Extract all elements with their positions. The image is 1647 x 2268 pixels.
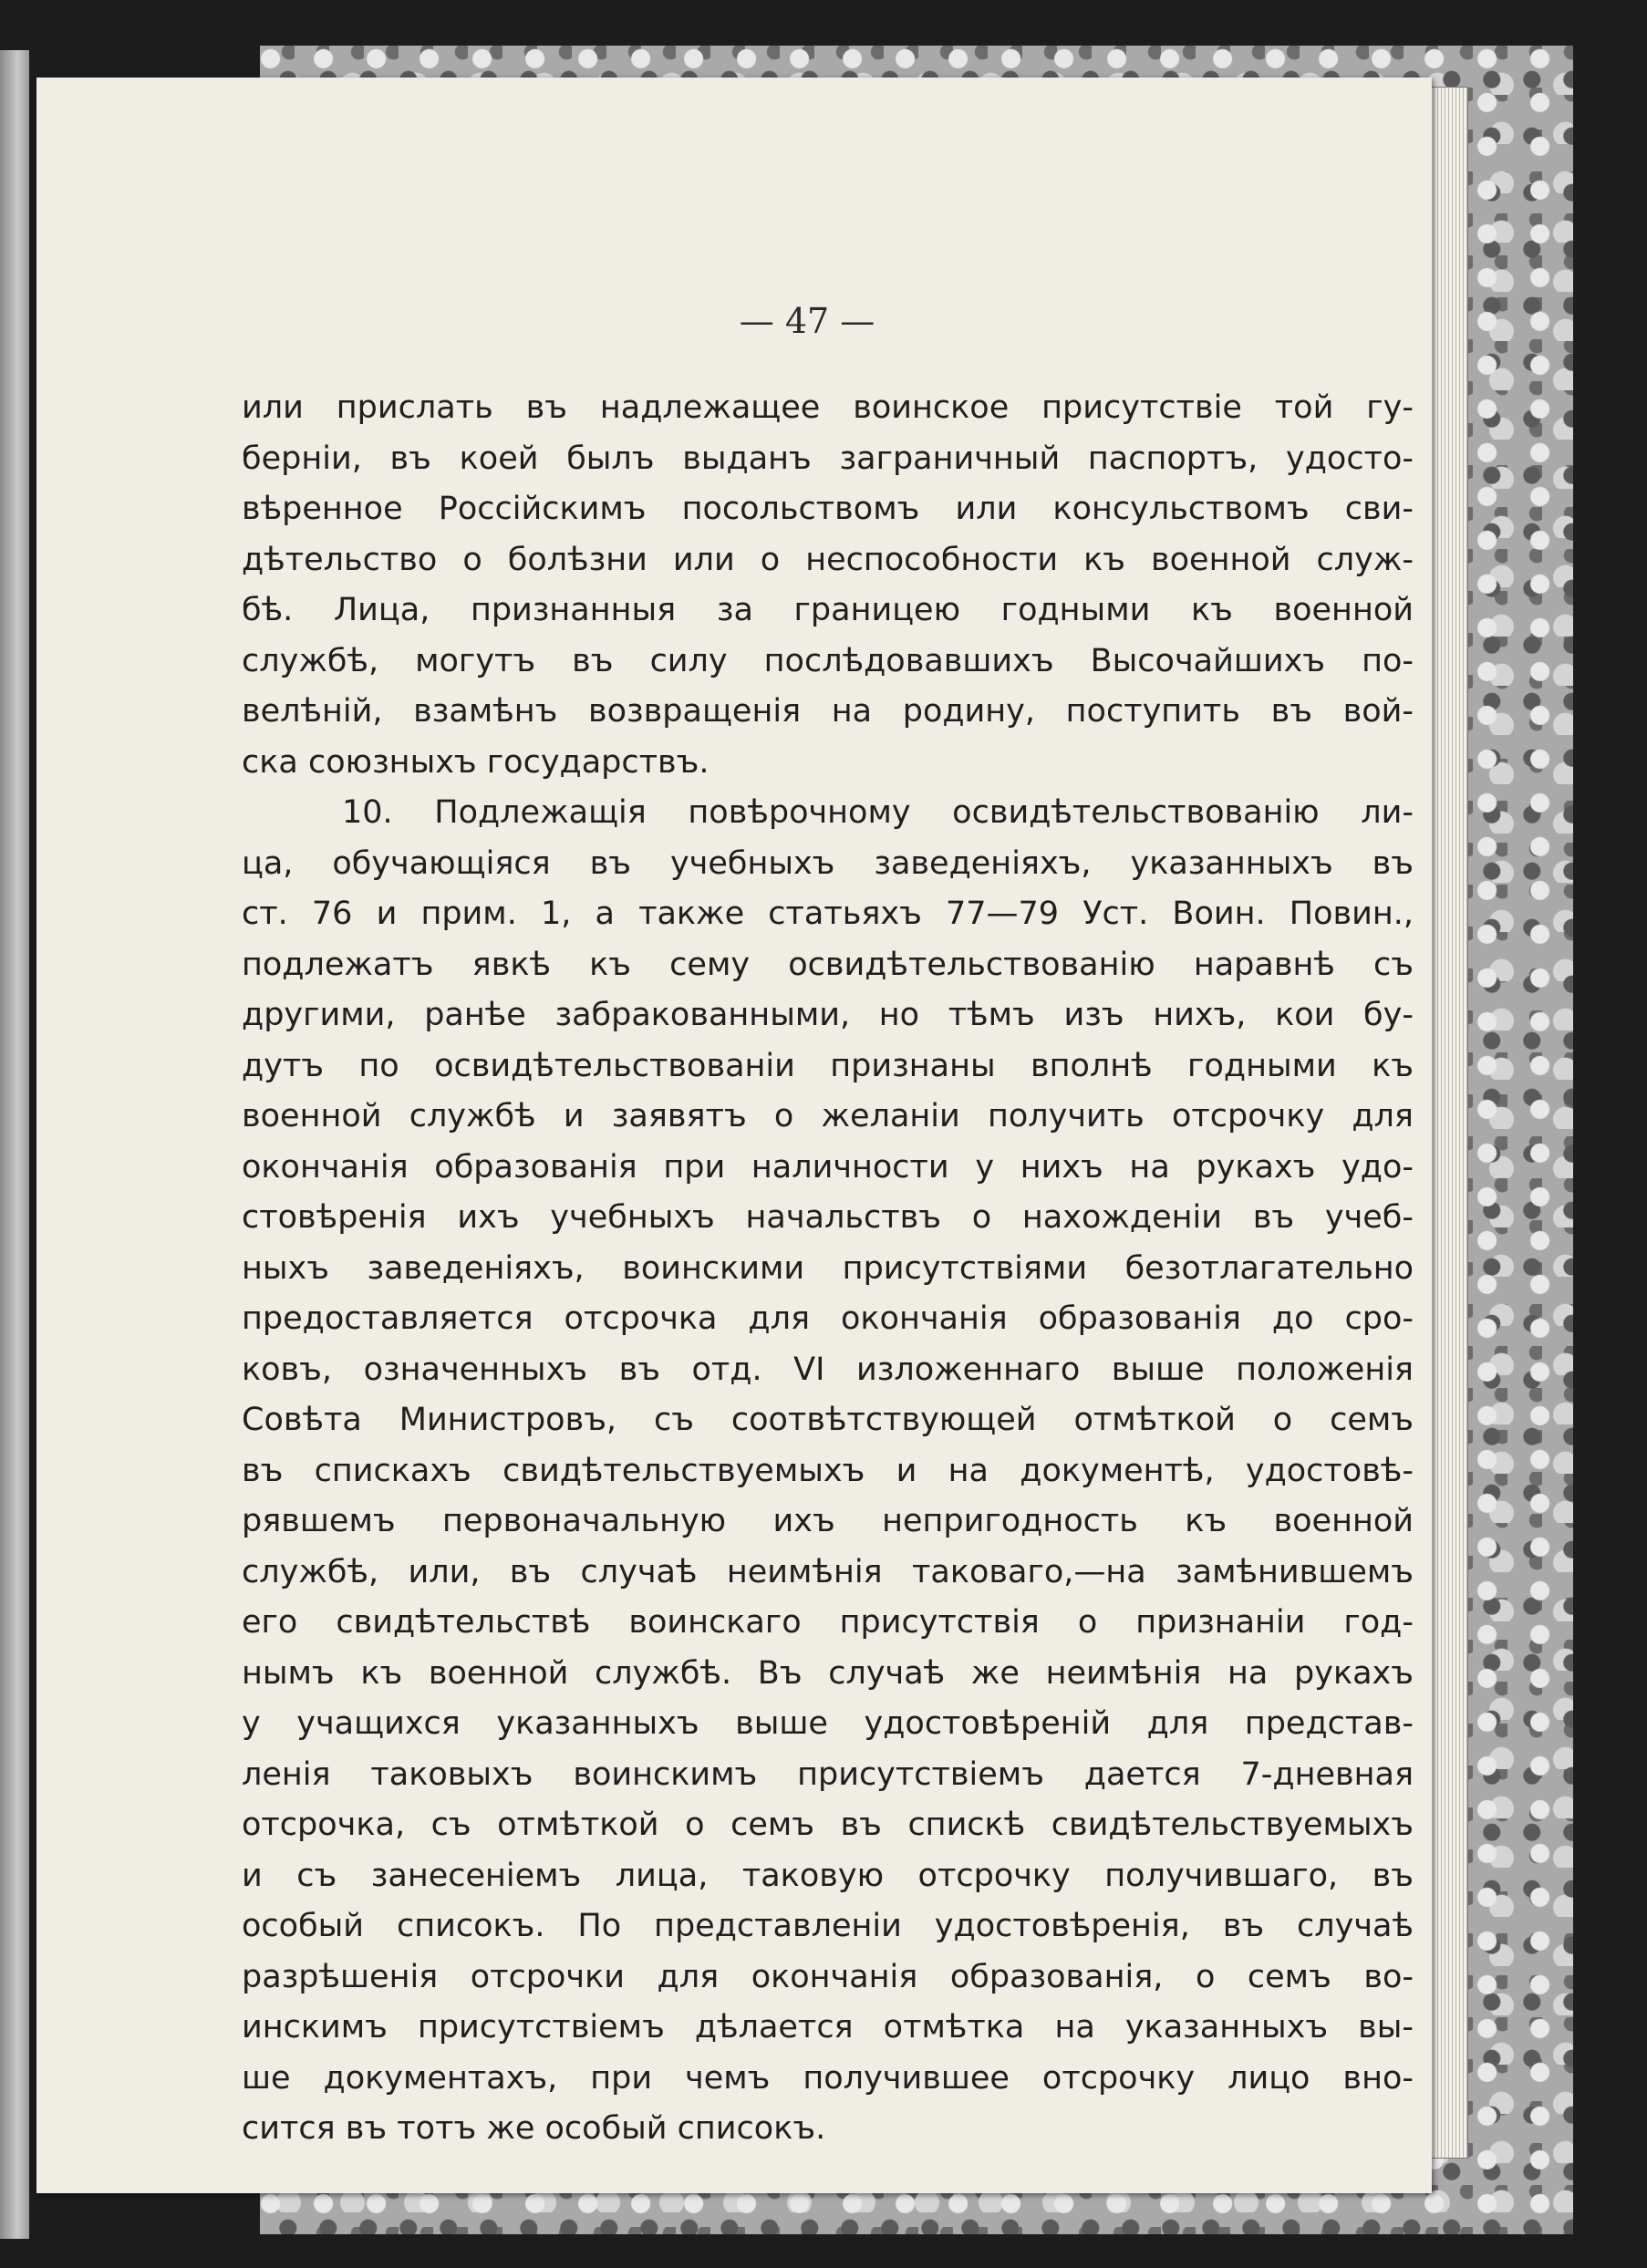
text-line: предоставляется отсрочка для окончанія образованія до сро- bbox=[242, 1300, 1414, 1337]
text-line: ца, обучающіяся въ учебныхъ заведеніяхъ, указанныхъ въ bbox=[242, 844, 1414, 882]
text-line: ше документахъ, при чемъ получившее отсрочку лицо вно- bbox=[242, 2059, 1414, 2097]
text-line: дутъ по освидѣтельствованіи признаны вполнѣ годными къ bbox=[242, 1047, 1414, 1084]
text-line: велѣній, взамѣнъ возвращенія на родину, поступить въ вой- bbox=[242, 693, 1414, 730]
text-line: нымъ къ военной службѣ. Въ случаѣ же неимѣнія на рукахъ bbox=[242, 1654, 1414, 1692]
text-line: стовѣренія ихъ учебныхъ начальствъ о нахожденіи въ учеб- bbox=[242, 1199, 1414, 1236]
book-page bbox=[36, 78, 1432, 2193]
text-line: ска союзныхъ государствъ. bbox=[242, 743, 710, 781]
text-line: рявшемъ первоначальную ихъ непригодность къ военной bbox=[242, 1503, 1414, 1539]
text-line: окончанія образованія при наличности у нихъ на рукахъ удо- bbox=[242, 1148, 1414, 1186]
text-line: или прислать въ надлежащее воинское присутствіе той гу- bbox=[242, 389, 1414, 426]
text-line: у учащихся указанныхъ выше удостовѣреній для представ- bbox=[242, 1705, 1414, 1742]
page-text bbox=[242, 383, 1414, 2155]
text-line: разрѣшенія отсрочки для окончанія образованія, о семъ во- bbox=[242, 1958, 1414, 1995]
text-line: подлежатъ явкѣ къ сему освидѣтельствованію наравнѣ съ bbox=[242, 946, 1414, 983]
text-line: 10. Подлежащія повѣрочному освидѣтельствованію ли- bbox=[342, 794, 1414, 831]
page-number: — 47 — bbox=[739, 301, 875, 341]
text-line: его свидѣтельствѣ воинскаго присутствія о признаніи год- bbox=[242, 1604, 1414, 1641]
previous-page-edge bbox=[0, 50, 29, 2239]
text-line: особый списокъ. По представленіи удостовѣренія, въ случаѣ bbox=[242, 1908, 1414, 1944]
text-line: инскимъ присутствіемъ дѣлается отмѣтка на указанныхъ вы- bbox=[242, 2009, 1414, 2045]
text-line: военной службѣ и заявятъ о желаніи получить отсрочку для bbox=[242, 1098, 1414, 1134]
text-line: вѣренное Россійскимъ посольствомъ или консульствомъ сви- bbox=[242, 491, 1414, 527]
text-line: ленія таковыхъ воинскимъ присутствіемъ дается 7-дневная bbox=[242, 1755, 1414, 1793]
text-line: сится въ тотъ же особый списокъ. bbox=[242, 2110, 826, 2147]
text-line: ныхъ заведеніяхъ, воинскими присутствіями безотлагательно bbox=[242, 1249, 1414, 1287]
text-line: отсрочка, съ отмѣткой о семъ въ спискѣ свидѣтельствуемыхъ bbox=[242, 1807, 1414, 1843]
text-line: бѣ. Лица, признанныя за границею годными къ военной bbox=[242, 592, 1414, 628]
text-line: ковъ, означенныхъ въ отд. VI изложеннаго выше положенія bbox=[242, 1351, 1414, 1388]
text-line: ст. 76 и прим. 1, а также статьяхъ 77—79 Уст. Воин. Повин., bbox=[242, 896, 1414, 932]
text-line: Совѣта Министровъ, съ соотвѣтствующей отмѣткой о семъ bbox=[242, 1402, 1414, 1438]
text-line: берніи, въ коей былъ выданъ заграничный паспортъ, удосто- bbox=[242, 440, 1414, 477]
text-line: въ спискахъ свидѣтельствуемыхъ и на документѣ, удостовѣ- bbox=[242, 1452, 1414, 1489]
text-line: службѣ, могутъ въ силу послѣдовавшихъ Высочайшихъ по- bbox=[242, 642, 1414, 679]
text-line: дѣтельство о болѣзни или о неспособности къ военной служ- bbox=[242, 541, 1414, 578]
text-line: другими, ранѣе забракованными, но тѣмъ изъ нихъ, кои бу- bbox=[242, 997, 1414, 1033]
text-line: и съ занесеніемъ лица, таковую отсрочку получившаго, въ bbox=[242, 1857, 1414, 1894]
text-line: службѣ, или, въ случаѣ неимѣнія таковаго,—на замѣнившемъ bbox=[242, 1553, 1414, 1590]
